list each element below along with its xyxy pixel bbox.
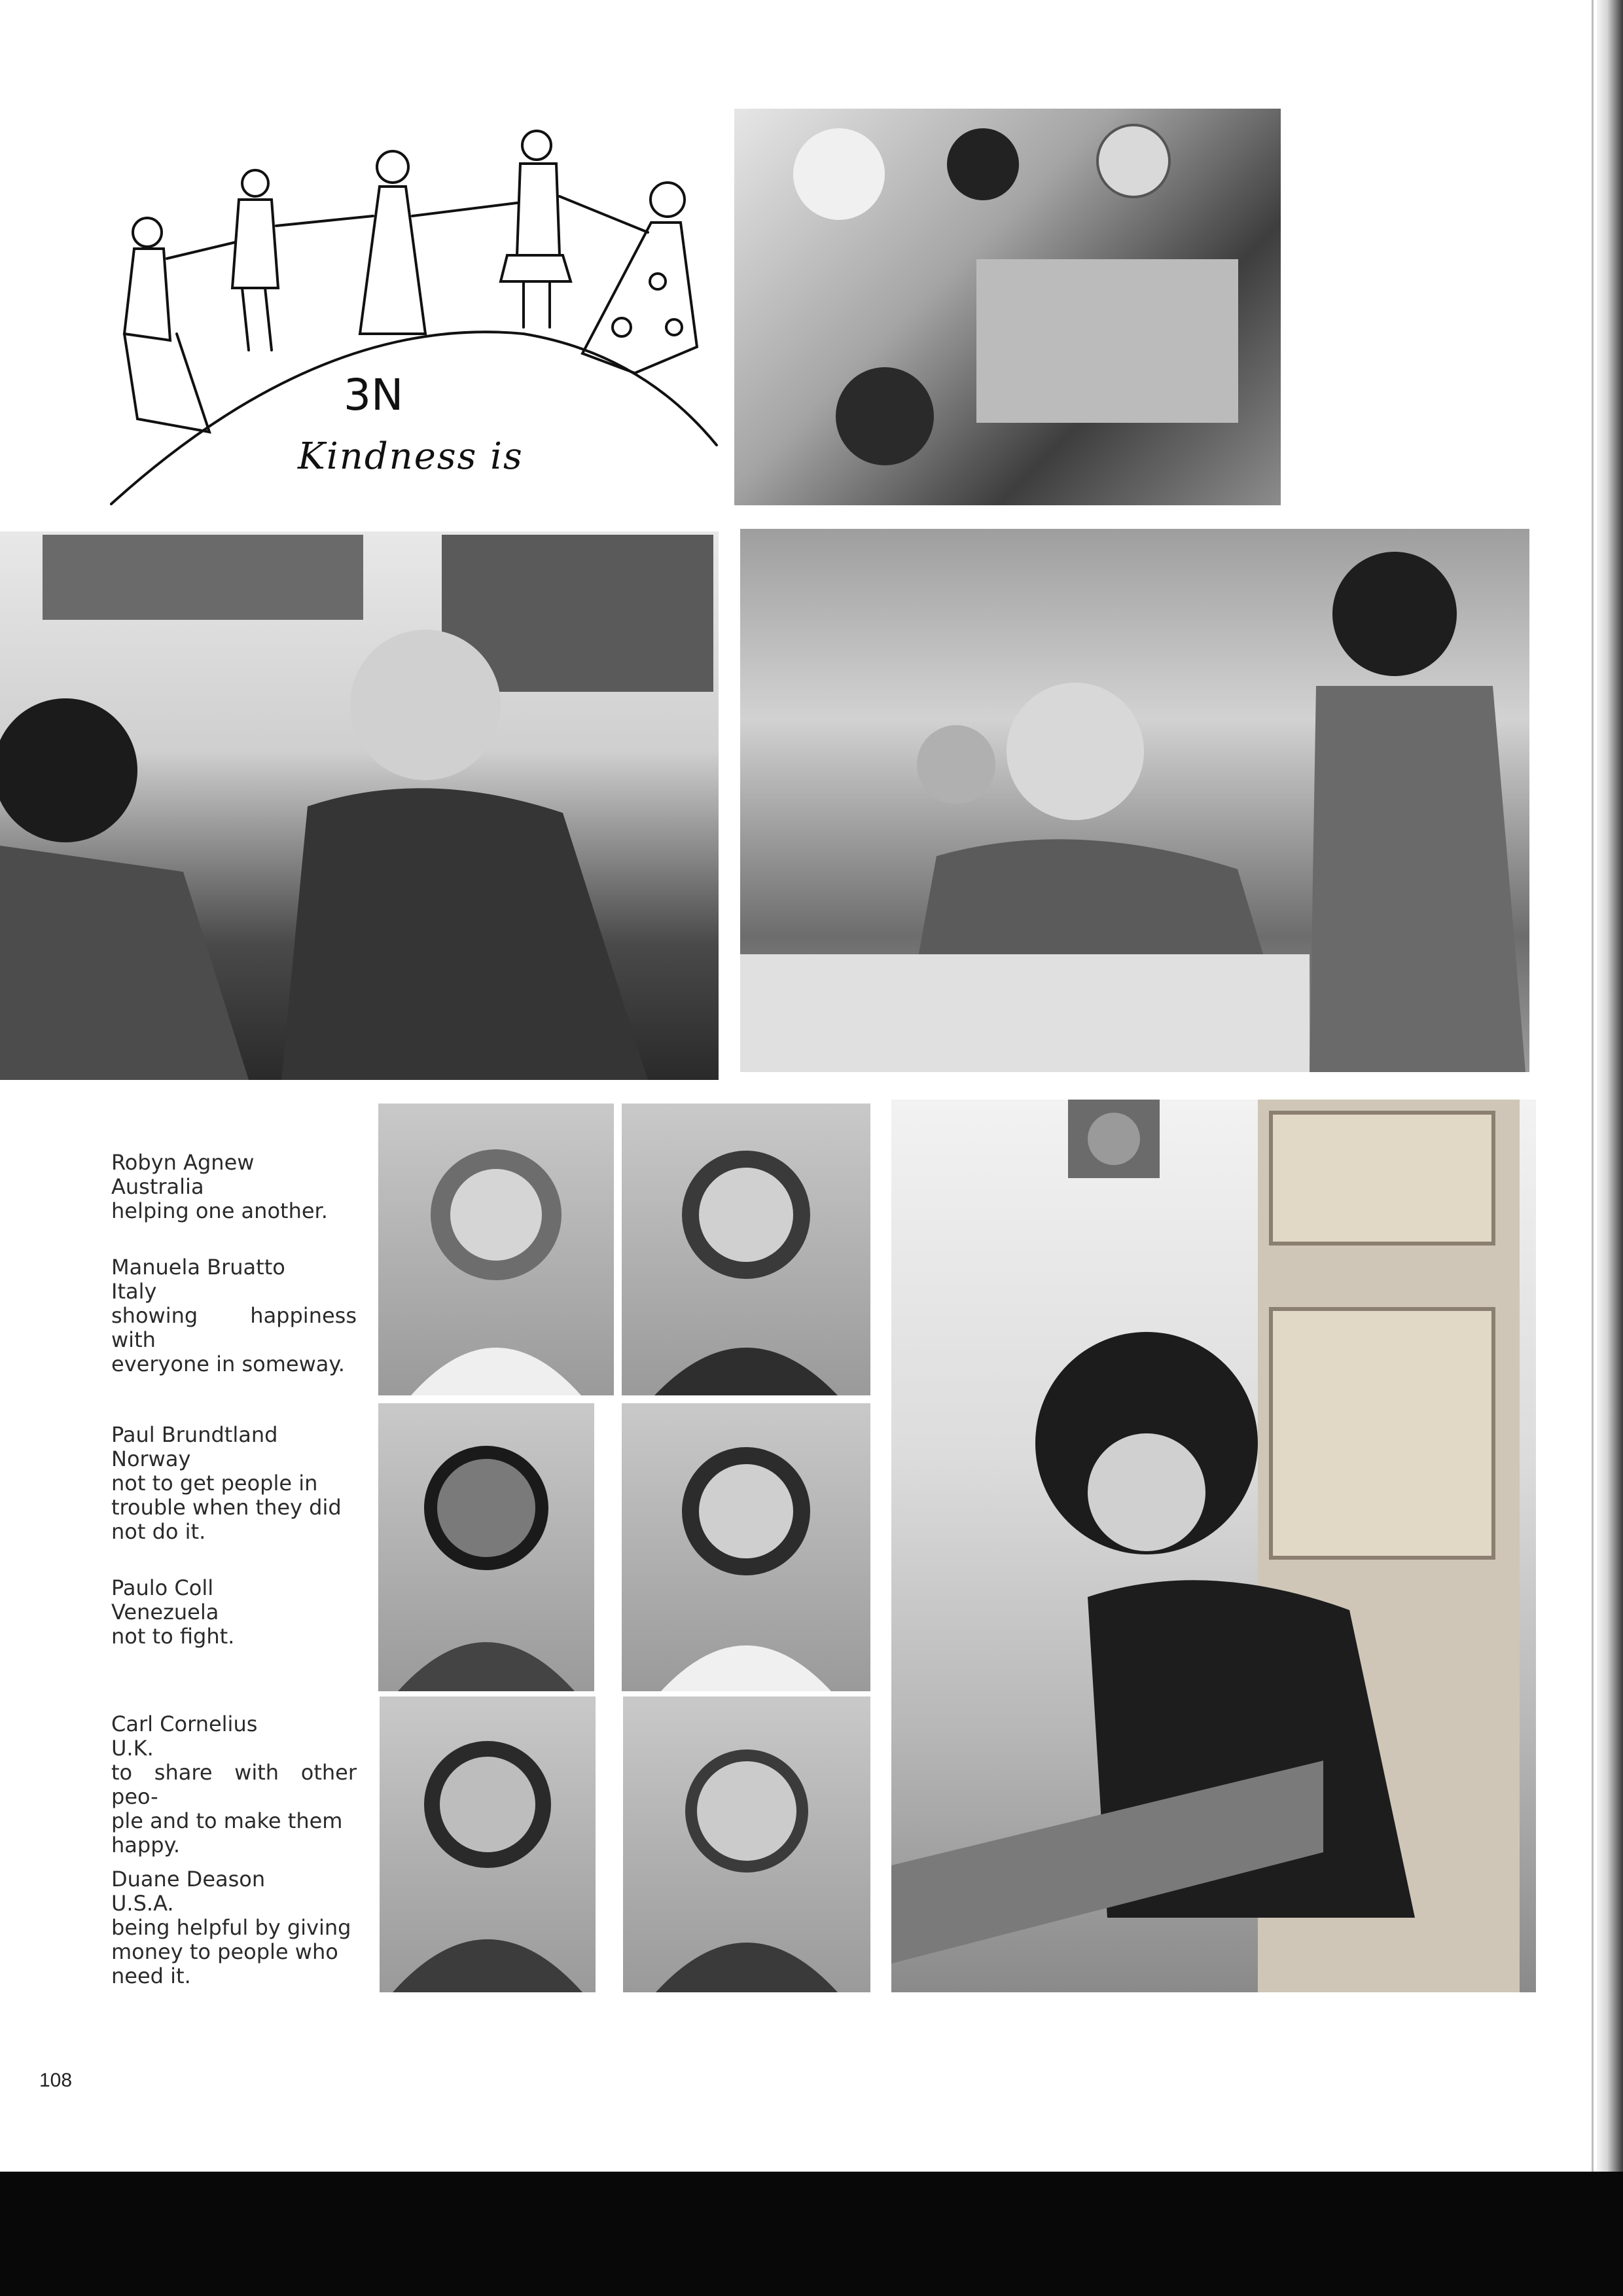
student-entry — [111, 1151, 357, 1223]
student-country: U.K. — [111, 1736, 154, 1761]
student-country: U.S.A. — [111, 1891, 174, 1916]
portrait-carl-cornelius — [380, 1696, 596, 1992]
student-entry — [111, 1712, 357, 1857]
student-quote-line: not to fight. — [111, 1624, 235, 1649]
photo-classroom-desks — [734, 109, 1281, 505]
student-name: Duane Deason — [111, 1867, 266, 1892]
student-country: Venezuela — [111, 1600, 219, 1624]
binding-edge-line — [1592, 0, 1594, 2172]
student-quote-line: ple and to make them — [111, 1808, 343, 1833]
student-name: Paul Brundtland — [111, 1422, 278, 1447]
photo-girl-drawing — [891, 1100, 1536, 1992]
student-quote-line: showing happiness with — [111, 1303, 357, 1352]
portrait-shape — [622, 1403, 870, 1691]
portrait-shape — [623, 1696, 870, 1992]
binding-spine — [1597, 0, 1623, 2172]
portrait-shape — [622, 1103, 870, 1395]
portrait-paulo-coll — [622, 1403, 870, 1691]
portrait-shape — [378, 1103, 614, 1395]
student-quote-line: to share with other peo- — [111, 1760, 357, 1809]
student-name: Paulo Coll — [111, 1575, 214, 1600]
student-quote-line: happy. — [111, 1833, 181, 1857]
student-quote-line: everyone in someway. — [111, 1352, 345, 1376]
student-country: Italy — [111, 1279, 157, 1304]
student-country: Australia — [111, 1174, 204, 1199]
student-quote-line: helping one another. — [111, 1198, 328, 1223]
portrait-robyn-agnew — [378, 1103, 614, 1395]
class-writing-photo-shapes — [740, 529, 1529, 1072]
student-entry — [111, 1576, 357, 1649]
student-name: Robyn Agnew — [111, 1150, 255, 1175]
student-entry — [111, 1867, 357, 1988]
student-quote-line: trouble when they did — [111, 1495, 342, 1520]
theme-title: Kindness is — [298, 435, 524, 478]
student-quote-line: being helpful by giving — [111, 1915, 351, 1940]
photo-boys-sitting — [0, 531, 719, 1080]
classroom-photo-shapes — [734, 109, 1281, 505]
student-entry — [111, 1255, 357, 1376]
student-name: Carl Cornelius — [111, 1712, 258, 1736]
portrait-shape — [380, 1696, 596, 1992]
girl-drawing-photo-shapes — [891, 1100, 1536, 1992]
boys-photo-shapes — [0, 531, 719, 1080]
student-quote-line: money to people who — [111, 1939, 338, 1964]
portrait-duane-deason — [623, 1696, 870, 1992]
portrait-manuela-bruatto — [622, 1103, 870, 1395]
photo-class-writing — [740, 529, 1529, 1072]
scanner-background-band — [0, 2172, 1623, 2296]
student-entry — [111, 1423, 357, 1544]
student-country: Norway — [111, 1446, 191, 1471]
page-number: 108 — [39, 2070, 73, 2091]
student-quote-line: not to get people in — [111, 1471, 318, 1496]
class-title: 3N — [344, 370, 404, 420]
portrait-shape — [378, 1403, 594, 1691]
student-quote-line: not do it. — [111, 1519, 206, 1544]
student-quote-line: need it. — [111, 1964, 191, 1988]
portrait-paul-brundtland — [378, 1403, 594, 1691]
student-name: Manuela Bruatto — [111, 1255, 285, 1280]
